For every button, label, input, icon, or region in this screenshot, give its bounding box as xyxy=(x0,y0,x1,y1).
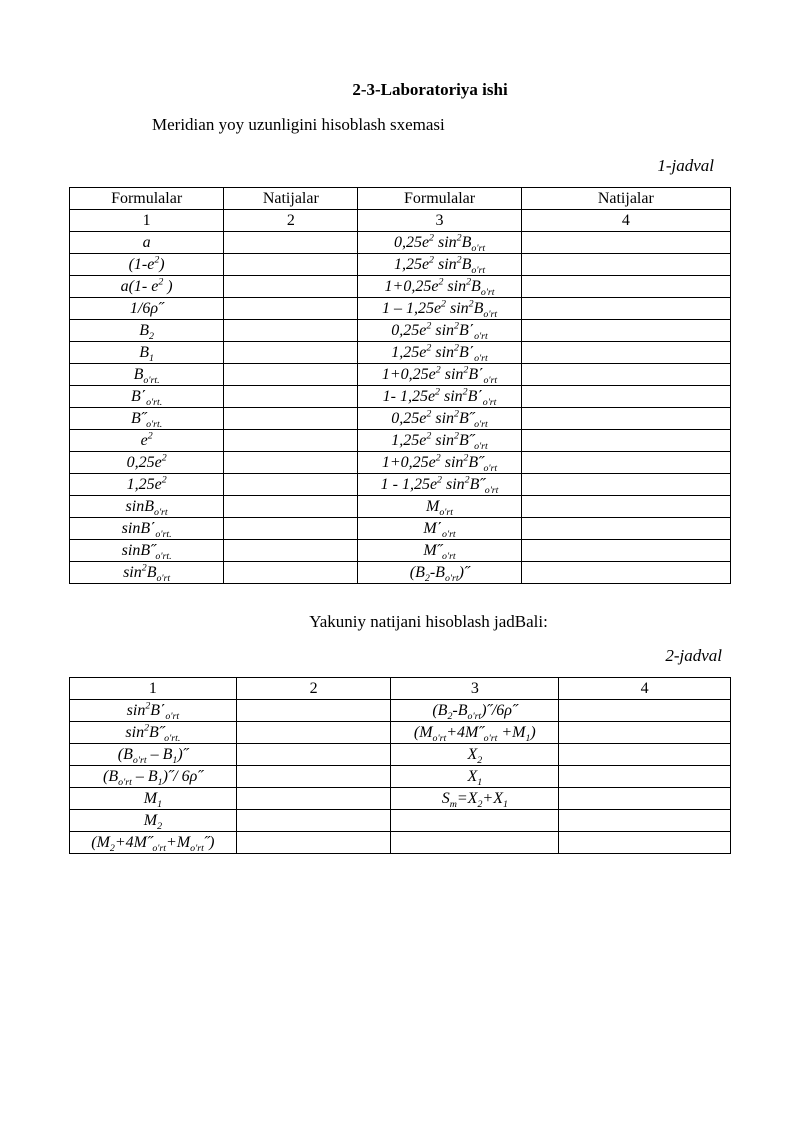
table-cell xyxy=(391,810,559,832)
table-cell xyxy=(521,452,730,474)
table-cell xyxy=(559,788,731,810)
table-row xyxy=(70,408,731,430)
table-row xyxy=(70,540,731,562)
table-cell: $1,25e^2$ $\sin^2B˝_{o'rt}$ xyxy=(358,430,521,452)
table-cell xyxy=(521,474,730,496)
table-row xyxy=(70,562,731,584)
table-cell: 3 xyxy=(391,678,559,700)
table-cell xyxy=(521,430,730,452)
middle-heading: Yakuniy natijani hisoblash jadBali: xyxy=(309,612,548,631)
table-cell: Natijalar xyxy=(521,188,730,210)
table-cell: $\sin^2B˝_{o'rt.}$ xyxy=(70,722,237,744)
table2-label: 2-jadval xyxy=(665,646,722,665)
table-row xyxy=(70,518,731,540)
document-title: 2-3-Laboratoriya ishi xyxy=(352,80,508,99)
table-cell: $B_1$ xyxy=(70,342,224,364)
table-row xyxy=(70,722,731,744)
table-row xyxy=(70,320,731,342)
table-cell: 2 xyxy=(236,678,391,700)
table-cell: sinB$_{o'rt}$ xyxy=(70,496,224,518)
table-cell xyxy=(521,320,730,342)
table-cell xyxy=(224,320,358,342)
table-cell xyxy=(521,254,730,276)
table-cell: $0,25e^2$ $\sin^2B΄_{o'rt}$ xyxy=(358,320,521,342)
table-cell: $\sin B˝_{o'rt.}$ xyxy=(70,540,224,562)
table-row xyxy=(70,496,731,518)
table-cell: $1+0,25e^2$ $\sin^2B΄_{o'rt}$ xyxy=(358,364,521,386)
table-row xyxy=(70,342,731,364)
table-cell xyxy=(521,364,730,386)
table-cell xyxy=(224,430,358,452)
table-header-row xyxy=(70,188,731,210)
table-row xyxy=(70,254,731,276)
table-cell xyxy=(521,232,730,254)
table-cell: $\sin^2B_{o'rt}$ xyxy=(70,562,224,584)
table-row xyxy=(70,364,731,386)
table-cell xyxy=(236,700,391,722)
table-row xyxy=(70,744,731,766)
table-cell: $1,25e^2$ xyxy=(70,474,224,496)
table-cell xyxy=(224,276,358,298)
table-row xyxy=(70,700,731,722)
table-cell xyxy=(521,276,730,298)
table2 xyxy=(69,677,731,854)
table-cell xyxy=(236,832,391,854)
table-cell: $e^2$ xyxy=(70,430,224,452)
table-cell: $X_1$ xyxy=(391,766,559,788)
table-cell: Natijalar xyxy=(224,188,358,210)
table-cell: $B_{o'rt.}$ xyxy=(70,364,224,386)
table-cell: $M_2$ xyxy=(70,810,237,832)
table-cell xyxy=(224,254,358,276)
table-cell xyxy=(559,766,731,788)
table-cell xyxy=(521,408,730,430)
table-cell: $1+0,25e^2$ $\sin^2B_{o'rt}$ xyxy=(358,276,521,298)
table-cell: $1 - 1,25e^2$ $\sin^2B˝_{o'rt}$ xyxy=(358,474,521,496)
table-cell xyxy=(521,386,730,408)
table-number-row xyxy=(70,678,731,700)
table-row xyxy=(70,298,731,320)
table-cell xyxy=(224,474,358,496)
table-cell: ($B_{o'rt}$ – $B_1)˝$ xyxy=(70,744,237,766)
table-cell xyxy=(559,744,731,766)
table-cell: $B΄_{o'rt.}$ xyxy=(70,386,224,408)
table-cell: $1+0,25e^2$ $\sin^2B˝_{o'rt}$ xyxy=(358,452,521,474)
table-cell xyxy=(391,832,559,854)
table-cell xyxy=(559,832,731,854)
table-cell: $M΄_{o'rt}$ xyxy=(358,518,521,540)
table-cell xyxy=(224,298,358,320)
table-cell xyxy=(224,518,358,540)
table-cell: $S_m=X_2+X_1$ xyxy=(391,788,559,810)
table-cell: $M˝_{o'rt}$ xyxy=(358,540,521,562)
table-cell: $M_1$ xyxy=(70,788,237,810)
table-number-row xyxy=(70,210,731,232)
table1-label: 1-jadval xyxy=(657,156,714,175)
document-subtitle: Meridian yoy uzunligini hisoblash sxemasi xyxy=(152,115,445,134)
table-cell: $M_{o'rt}$ xyxy=(358,496,521,518)
table-cell xyxy=(224,364,358,386)
table-cell: $B˝_{o'rt.}$ xyxy=(70,408,224,430)
table-cell xyxy=(521,342,730,364)
table-cell: $1,25e^2$ $\sin^2B΄_{o'rt}$ xyxy=(358,342,521,364)
table-cell xyxy=(224,386,358,408)
table-cell xyxy=(224,496,358,518)
table-row xyxy=(70,788,731,810)
table-cell: $1,25e^2$ $\sin^2B_{o'rt}$ xyxy=(358,254,521,276)
table-cell: $\sin B΄_{o'rt.}$ xyxy=(70,518,224,540)
table-cell xyxy=(521,496,730,518)
table-cell: ($B_{o'rt}$ – $B_1)˝/$ 6ρ˝ xyxy=(70,766,237,788)
table-cell: $0,25e^2$ $\sin^2B˝_{o'rt}$ xyxy=(358,408,521,430)
table-cell: $(B_2-B_{o'rt})˝/6\rho˝$ xyxy=(391,700,559,722)
table-row xyxy=(70,276,731,298)
table-cell: 4 xyxy=(559,678,731,700)
table-row xyxy=(70,430,731,452)
table-cell: $(M_2+4M˝_{o'rt}+M_{o'rt}˝)$ xyxy=(70,832,237,854)
table-cell xyxy=(224,540,358,562)
table-cell xyxy=(236,810,391,832)
table-cell xyxy=(521,518,730,540)
table-row xyxy=(70,832,731,854)
table-cell: $0,25e^2$ xyxy=(70,452,224,474)
table-cell: Formulalar xyxy=(358,188,521,210)
table-row xyxy=(70,766,731,788)
table-cell: a(1- $e^2$ ) xyxy=(70,276,224,298)
table-cell: $(M_{o'rt}+4M˝_{o'rt} +M_1)$ xyxy=(391,722,559,744)
table-row xyxy=(70,474,731,496)
table-cell: $(1-e^2)$ xyxy=(70,254,224,276)
table-cell xyxy=(521,298,730,320)
table-cell: Formulalar xyxy=(70,188,224,210)
table-cell xyxy=(521,562,730,584)
table-cell: 1/6ρ˝ xyxy=(70,298,224,320)
table-cell xyxy=(236,744,391,766)
table-cell xyxy=(559,722,731,744)
table-row xyxy=(70,386,731,408)
table-cell xyxy=(224,408,358,430)
table-cell xyxy=(236,788,391,810)
table-cell: 3 xyxy=(358,210,521,232)
table-cell xyxy=(224,562,358,584)
table-cell xyxy=(559,810,731,832)
table1 xyxy=(69,187,731,584)
table-row xyxy=(70,452,731,474)
table-cell: 1 xyxy=(70,678,237,700)
table-row xyxy=(70,810,731,832)
table-cell: 1 xyxy=(70,210,224,232)
table-cell: $\sin^2B΄_{o'rt}$ xyxy=(70,700,237,722)
table-cell: a xyxy=(70,232,224,254)
table-cell: 4 xyxy=(521,210,730,232)
table-cell: $X_2$ xyxy=(391,744,559,766)
table-cell: $B_2$ xyxy=(70,320,224,342)
table-cell xyxy=(236,766,391,788)
table-cell: $(B_2-B_{o'rt})˝$ xyxy=(358,562,521,584)
table-cell: $1 - 1,25e^2$ $\sin^2B_{o'rt}$ xyxy=(358,298,521,320)
table-cell xyxy=(224,232,358,254)
table-cell xyxy=(559,700,731,722)
table-cell xyxy=(224,452,358,474)
table-cell xyxy=(236,722,391,744)
table-cell xyxy=(224,342,358,364)
table-cell: $0,25e^2$ $\sin^2B_{o'rt}$ xyxy=(358,232,521,254)
table-row xyxy=(70,232,731,254)
table-cell xyxy=(521,540,730,562)
table-cell: 1- $1,25e^2$ $\sin^2B΄_{o'rt}$ xyxy=(358,386,521,408)
table-cell: 2 xyxy=(224,210,358,232)
